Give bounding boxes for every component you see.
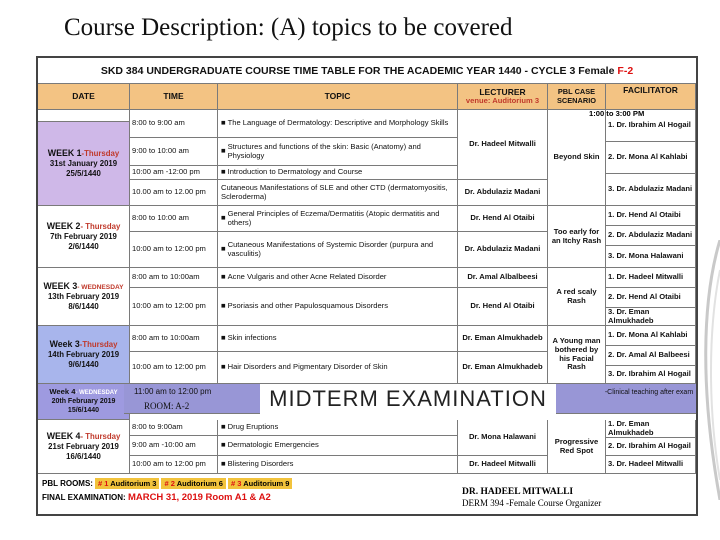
pbl-case-cell: Progressive Red Spot bbox=[548, 420, 606, 474]
timetable bbox=[36, 56, 698, 516]
row-topic: ■ Acne Vulgaris and other Acne Related Disorder bbox=[218, 268, 458, 288]
facilitator-cell: 1. Dr. Hend Al Otaibi bbox=[606, 206, 696, 226]
row-time: 10:00 am to 12:00 pm bbox=[130, 232, 218, 268]
header-lecturer-venue: venue: Auditorium 3 bbox=[465, 96, 540, 106]
header-pbl: PBL CASE SCENARIO bbox=[548, 84, 606, 110]
organizer-name: DR. HADEEL MITWALLI bbox=[462, 487, 574, 497]
week-3-wed-date bbox=[38, 268, 130, 326]
lecturer-cell: Dr. Eman Almukhadeb bbox=[458, 326, 548, 352]
week-day: - Thursday bbox=[80, 432, 121, 442]
row-topic-text: Hair Disorders and Pigmentary Disorder of Skin bbox=[227, 362, 388, 372]
facilitator-cell: 1. Dr. Ibrahim Al Hogail bbox=[606, 110, 696, 142]
week-label: WEEK 4 bbox=[46, 431, 81, 442]
facilitator-cell: 3. Dr. Hadeel Mitwalli bbox=[606, 456, 696, 474]
week-day: - Thursday bbox=[80, 222, 121, 232]
facilitator-cell: 2. Dr. Mona Al Kahlabi bbox=[606, 142, 696, 174]
week-4-wed-date bbox=[38, 384, 130, 420]
pbl-case-cell: Beyond Skin bbox=[548, 110, 606, 206]
week-label: WEEK 3 bbox=[43, 281, 78, 292]
row-time: 10:00 am to 12:00 pm bbox=[130, 288, 218, 326]
lecturer-cell: Dr. Hadeel Mitwalli bbox=[458, 456, 548, 474]
slide-title: Course Description: (A) topics to be covered bbox=[64, 14, 513, 41]
header-lecturer bbox=[458, 84, 548, 110]
row-topic-text: Acne Vulgaris and other Acne Related Disorder bbox=[227, 272, 387, 282]
header-lecturer-label: LECTURER bbox=[479, 87, 526, 98]
pbl-room-group: # 3 bbox=[230, 479, 242, 488]
decorative-swoosh-icon bbox=[696, 240, 720, 500]
row-topic: ■ Drug Eruptions bbox=[218, 420, 458, 436]
organizer-role: DERM 394 -Female Course Organizer bbox=[462, 498, 602, 509]
pbl-rooms bbox=[42, 478, 292, 489]
header-date: DATE bbox=[38, 84, 130, 110]
week-2-date bbox=[38, 206, 130, 268]
week-label: WEEK 1 bbox=[47, 148, 82, 159]
pbl-room-name: Auditorium 6 bbox=[176, 479, 223, 488]
row-topic-text: Skin infections bbox=[227, 333, 277, 343]
lecturer-cell: Dr. Mona Halawani bbox=[458, 420, 548, 456]
row-topic: ■ Psoriasis and other Papulosquamous Disorders bbox=[218, 288, 458, 326]
row-time: 8:00 am to 10:00am bbox=[130, 268, 218, 288]
row-time: 10:00 am -12:00 pm bbox=[130, 166, 218, 180]
week-label: WEEK 2 bbox=[46, 221, 81, 232]
pbl-case-cell: A Young man bothered by his Facial Rash bbox=[548, 326, 606, 384]
facilitator-cell: 3. Dr. Eman Almukhadeb bbox=[606, 308, 696, 326]
week-hijri: 2/6/1440 bbox=[68, 241, 99, 251]
facilitator-cell: 2. Dr. Abdulaziz Madani bbox=[606, 226, 696, 246]
row-topic-text: Cutaneous Manifestations of Systemic Disorder (purpura and vasculitis) bbox=[227, 239, 434, 258]
row-topic-text: Drug Eruptions bbox=[227, 422, 279, 432]
row-topic: ■ Dermatologic Emergencies bbox=[218, 436, 458, 456]
pbl-case-cell: Too early for an Itchy Rash bbox=[548, 206, 606, 268]
final-examination-label: FINAL EXAMINATION: bbox=[42, 493, 126, 502]
row-topic: ■ Introduction to Dermatology and Course bbox=[218, 166, 458, 180]
midterm-note: -Clinical teaching after exam bbox=[604, 389, 694, 396]
midterm-room: ROOM: A-2 bbox=[144, 401, 190, 411]
week-1-date bbox=[38, 122, 130, 206]
lecturer-cell: Dr. Amal Albalbeesi bbox=[458, 268, 548, 288]
row-topic-text: General Principles of Eczema/Dermatitis (Atopic dermatitis and others) bbox=[227, 208, 440, 227]
facilitator-cell: 3. Dr. Abdulaziz Madani bbox=[606, 174, 696, 206]
facilitator-cell: 3. Dr. Ibrahim Al Hogail bbox=[606, 366, 696, 384]
pbl-case-cell: A red scaly Rash bbox=[548, 268, 606, 326]
final-examination bbox=[42, 492, 271, 503]
week-hijri: 9/6/1440 bbox=[68, 359, 99, 369]
row-time: 10:00 am to 12:00 pm bbox=[130, 456, 218, 474]
pbl-room-tag bbox=[161, 478, 226, 489]
final-examination-date: MARCH 31, 2019 Room A1 & A2 bbox=[127, 492, 271, 503]
row-time: 8:00 to 9:00am bbox=[130, 420, 218, 436]
week-day: -Thursday bbox=[81, 149, 120, 159]
timetable-title-text: SKD 384 UNDERGRADUATE COURSE TIME TABLE FOR THE ACADEMIC YEAR 1440 - CYCLE 3 Female bbox=[100, 64, 615, 77]
week-day: -Thursday bbox=[79, 340, 118, 350]
timetable-title bbox=[38, 58, 696, 84]
row-topic-text: Dermatologic Emergencies bbox=[227, 440, 319, 450]
lecturer-cell: Dr. Hend Al Otaibi bbox=[458, 206, 548, 232]
row-topic-text: Structures and functions of the skin: Basic (Anatomy) and Physiology bbox=[227, 141, 421, 160]
row-topic-text: Psoriasis and other Papulosquamous Disorders bbox=[227, 301, 388, 311]
week-date: 31st January 2019 bbox=[49, 159, 118, 169]
week-date: 7th February 2019 bbox=[50, 232, 117, 242]
row-topic-text: Introduction to Dermatology and Course bbox=[227, 167, 363, 177]
row-topic: ■ Hair Disorders and Pigmentary Disorder of Skin bbox=[218, 352, 458, 384]
pbl-rooms-label: PBL ROOMS: bbox=[42, 479, 93, 488]
row-topic: ■ Structures and functions of the skin: Basic (Anatomy) and Physiology bbox=[218, 138, 458, 166]
row-time: 9:00 to 10:00 am bbox=[130, 138, 218, 166]
row-topic: ■ Skin infections bbox=[218, 326, 458, 352]
midterm-row bbox=[124, 384, 696, 414]
pbl-room-group: # 1 bbox=[97, 479, 109, 488]
week-date: 13th February 2019 bbox=[47, 292, 120, 302]
course-organizer bbox=[462, 486, 601, 510]
facilitator-cell: 2. Dr. Hend Al Otaibi bbox=[606, 288, 696, 308]
lecturer-cell: Dr. Hend Al Otaibi bbox=[458, 288, 548, 326]
pbl-room-name: Auditorium 9 bbox=[243, 479, 290, 488]
facilitator-cell: 1. Dr. Hadeel Mitwalli bbox=[606, 268, 696, 288]
row-time: 10.00 am to 12.00 pm bbox=[130, 180, 218, 206]
header-topic: TOPIC bbox=[218, 84, 458, 110]
blank-cell bbox=[38, 110, 130, 122]
week-label: Week 3 bbox=[49, 339, 80, 350]
row-topic-text: Blistering Disorders bbox=[227, 459, 294, 469]
midterm-time: 11:00 am to 12:00 pm bbox=[134, 387, 212, 396]
week-3-thu-date bbox=[38, 326, 130, 384]
facilitator-cell: 2. Dr. Amal Al Balbeesi bbox=[606, 346, 696, 366]
row-time: 8:00 am to 10:00am bbox=[130, 326, 218, 352]
lecturer-cell: Dr. Eman Almukhadeb bbox=[458, 352, 548, 384]
header-facilitator: FACILITATOR bbox=[606, 84, 696, 110]
lecturer-cell: Dr. Hadeel Mitwalli bbox=[458, 110, 548, 180]
week-4-thu-date bbox=[38, 420, 130, 474]
timetable-title-suffix: F-2 bbox=[617, 64, 634, 77]
row-topic: ■ Cutaneous Manifestations of Systemic Disorder (purpura and vasculitis) bbox=[218, 232, 458, 268]
lecturer-cell: Dr. Abdulaziz Madani bbox=[458, 180, 548, 206]
lecturer-cell: Dr. Abdulaziz Madani bbox=[458, 232, 548, 268]
week-day: - WEDNESDAY bbox=[75, 390, 118, 397]
week-day: - WEDNESDAY bbox=[77, 284, 124, 292]
row-time: 10:00 am to 12:00 pm bbox=[130, 352, 218, 384]
week-date: 14th February 2019 bbox=[47, 350, 120, 360]
row-topic-text: Cutaneous Manifestations of SLE and other CTD (dermatomyositis, Scleroderma) bbox=[218, 180, 458, 206]
row-time: 9:00 am -10:00 am bbox=[130, 436, 218, 456]
week-date: 21st February 2019 bbox=[48, 442, 119, 452]
week-hijri: 16/6/1440 bbox=[66, 451, 101, 461]
week-hijri: 25/5/1440 bbox=[66, 168, 101, 178]
week-hijri: 15/6/1440 bbox=[67, 406, 100, 414]
pbl-room-tag bbox=[95, 478, 160, 489]
week-date: 20th February 2019 bbox=[51, 398, 116, 406]
row-topic-text: The Language of Dermatology: Descriptive and Morphology Skills bbox=[227, 118, 449, 128]
row-topic: ■ General Principles of Eczema/Dermatitis (Atopic dermatitis and others) bbox=[218, 206, 458, 232]
row-time: 8:00 to 9:00 am bbox=[130, 110, 218, 138]
facilitator-cell: 3. Dr. Mona Halawani bbox=[606, 246, 696, 268]
pbl-room-tag bbox=[228, 478, 293, 489]
facilitator-cell: 2. Dr. Ibrahim Al Hogail bbox=[606, 438, 696, 456]
header-facilitator-time: 1:00 to 3:00 PM bbox=[589, 109, 645, 118]
midterm-examination-label: MIDTERM EXAMINATION bbox=[260, 384, 556, 414]
pbl-room-name: Auditorium 3 bbox=[110, 479, 157, 488]
week-label: Week 4 bbox=[49, 387, 76, 397]
header-time: TIME bbox=[130, 84, 218, 110]
facilitator-cell: 1. Dr. Mona Al Kahlabi bbox=[606, 326, 696, 346]
week-hijri: 8/6/1440 bbox=[68, 302, 99, 312]
facilitator-cell: 1. Dr. Eman Almukhadeb bbox=[606, 420, 696, 438]
row-topic: ■ The Language of Dermatology: Descriptive and Morphology Skills bbox=[218, 110, 458, 138]
row-topic: ■ Blistering Disorders bbox=[218, 456, 458, 474]
pbl-room-group: # 2 bbox=[164, 479, 175, 488]
row-time: 8:00 to 10:00 am bbox=[130, 206, 218, 232]
